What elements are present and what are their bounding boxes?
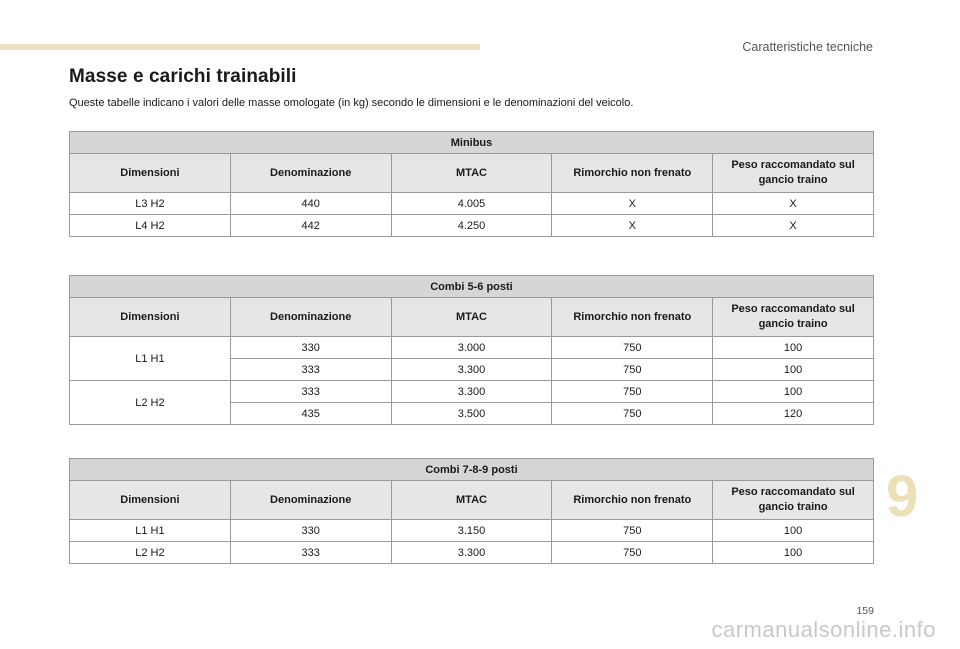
cell-dimensioni: L1 H1	[70, 337, 231, 381]
cell-denominazione: 333	[230, 359, 391, 381]
cell-denominazione: 440	[230, 193, 391, 215]
cell-denominazione: 333	[230, 381, 391, 403]
column-header-peso: Peso raccomandato sul gancio traino	[713, 481, 874, 520]
column-header-mtac: MTAC	[391, 481, 552, 520]
cell-dimensioni: L3 H2	[70, 193, 231, 215]
cell-mtac: 3.300	[391, 381, 552, 403]
cell-dimensioni: L4 H2	[70, 215, 231, 237]
table-caption: Combi 7-8-9 posti	[70, 459, 874, 481]
table-row	[70, 520, 874, 542]
cell-rimorchio: 750	[552, 542, 713, 564]
cell-dimensioni: L2 H2	[70, 542, 231, 564]
column-header-dimensioni: Dimensioni	[70, 298, 231, 337]
column-header-rimorchio: Rimorchio non frenato	[552, 298, 713, 337]
section-title: Caratteristiche tecniche	[742, 40, 873, 54]
cell-peso: 100	[713, 542, 874, 564]
chapter-number: 9	[886, 464, 919, 529]
intro-paragraph: Queste tabelle indicano i valori delle masse omologate (in kg) secondo le dimensioni e le denominazioni del veicolo.	[69, 97, 634, 109]
cell-rimorchio: 750	[552, 403, 713, 425]
cell-mtac: 3.300	[391, 542, 552, 564]
combi-5-6-table	[69, 275, 874, 425]
watermark: carmanualsonline.info	[711, 617, 936, 642]
table-caption: Combi 5-6 posti	[70, 276, 874, 298]
column-header-denominazione: Denominazione	[230, 154, 391, 193]
cell-denominazione: 333	[230, 542, 391, 564]
cell-peso: X	[713, 215, 874, 237]
combi-7-8-9-table	[69, 458, 874, 564]
header-accent-bar	[0, 44, 480, 50]
cell-denominazione: 330	[230, 337, 391, 359]
cell-mtac: 3.150	[391, 520, 552, 542]
cell-rimorchio: 750	[552, 337, 713, 359]
page-title: Masse e carichi trainabili	[69, 66, 297, 87]
cell-rimorchio: 750	[552, 359, 713, 381]
column-header-dimensioni: Dimensioni	[70, 154, 231, 193]
cell-rimorchio: 750	[552, 520, 713, 542]
column-header-mtac: MTAC	[391, 298, 552, 337]
cell-denominazione: 435	[230, 403, 391, 425]
column-header-dimensioni: Dimensioni	[70, 481, 231, 520]
page-number: 159	[856, 605, 874, 617]
cell-mtac: 3.300	[391, 359, 552, 381]
minibus-table	[69, 131, 874, 237]
cell-rimorchio: X	[552, 215, 713, 237]
table-caption: Minibus	[70, 132, 874, 154]
column-header-peso: Peso raccomandato sul gancio traino	[713, 298, 874, 337]
cell-denominazione: 330	[230, 520, 391, 542]
cell-peso: 100	[713, 520, 874, 542]
cell-peso: 100	[713, 337, 874, 359]
column-header-denominazione: Denominazione	[230, 481, 391, 520]
table-row	[70, 381, 874, 403]
cell-peso: X	[713, 193, 874, 215]
table-row	[70, 215, 874, 237]
column-header-rimorchio: Rimorchio non frenato	[552, 154, 713, 193]
cell-mtac: 3.000	[391, 337, 552, 359]
cell-mtac: 3.500	[391, 403, 552, 425]
table-row	[70, 193, 874, 215]
cell-peso: 120	[713, 403, 874, 425]
cell-rimorchio: 750	[552, 381, 713, 403]
table-row	[70, 337, 874, 359]
cell-denominazione: 442	[230, 215, 391, 237]
cell-peso: 100	[713, 381, 874, 403]
column-header-rimorchio: Rimorchio non frenato	[552, 481, 713, 520]
cell-mtac: 4.005	[391, 193, 552, 215]
column-header-mtac: MTAC	[391, 154, 552, 193]
cell-peso: 100	[713, 359, 874, 381]
cell-dimensioni: L1 H1	[70, 520, 231, 542]
table-row	[70, 542, 874, 564]
column-header-denominazione: Denominazione	[230, 298, 391, 337]
column-header-peso: Peso raccomandato sul gancio traino	[713, 154, 874, 193]
cell-mtac: 4.250	[391, 215, 552, 237]
cell-rimorchio: X	[552, 193, 713, 215]
cell-dimensioni: L2 H2	[70, 381, 231, 425]
